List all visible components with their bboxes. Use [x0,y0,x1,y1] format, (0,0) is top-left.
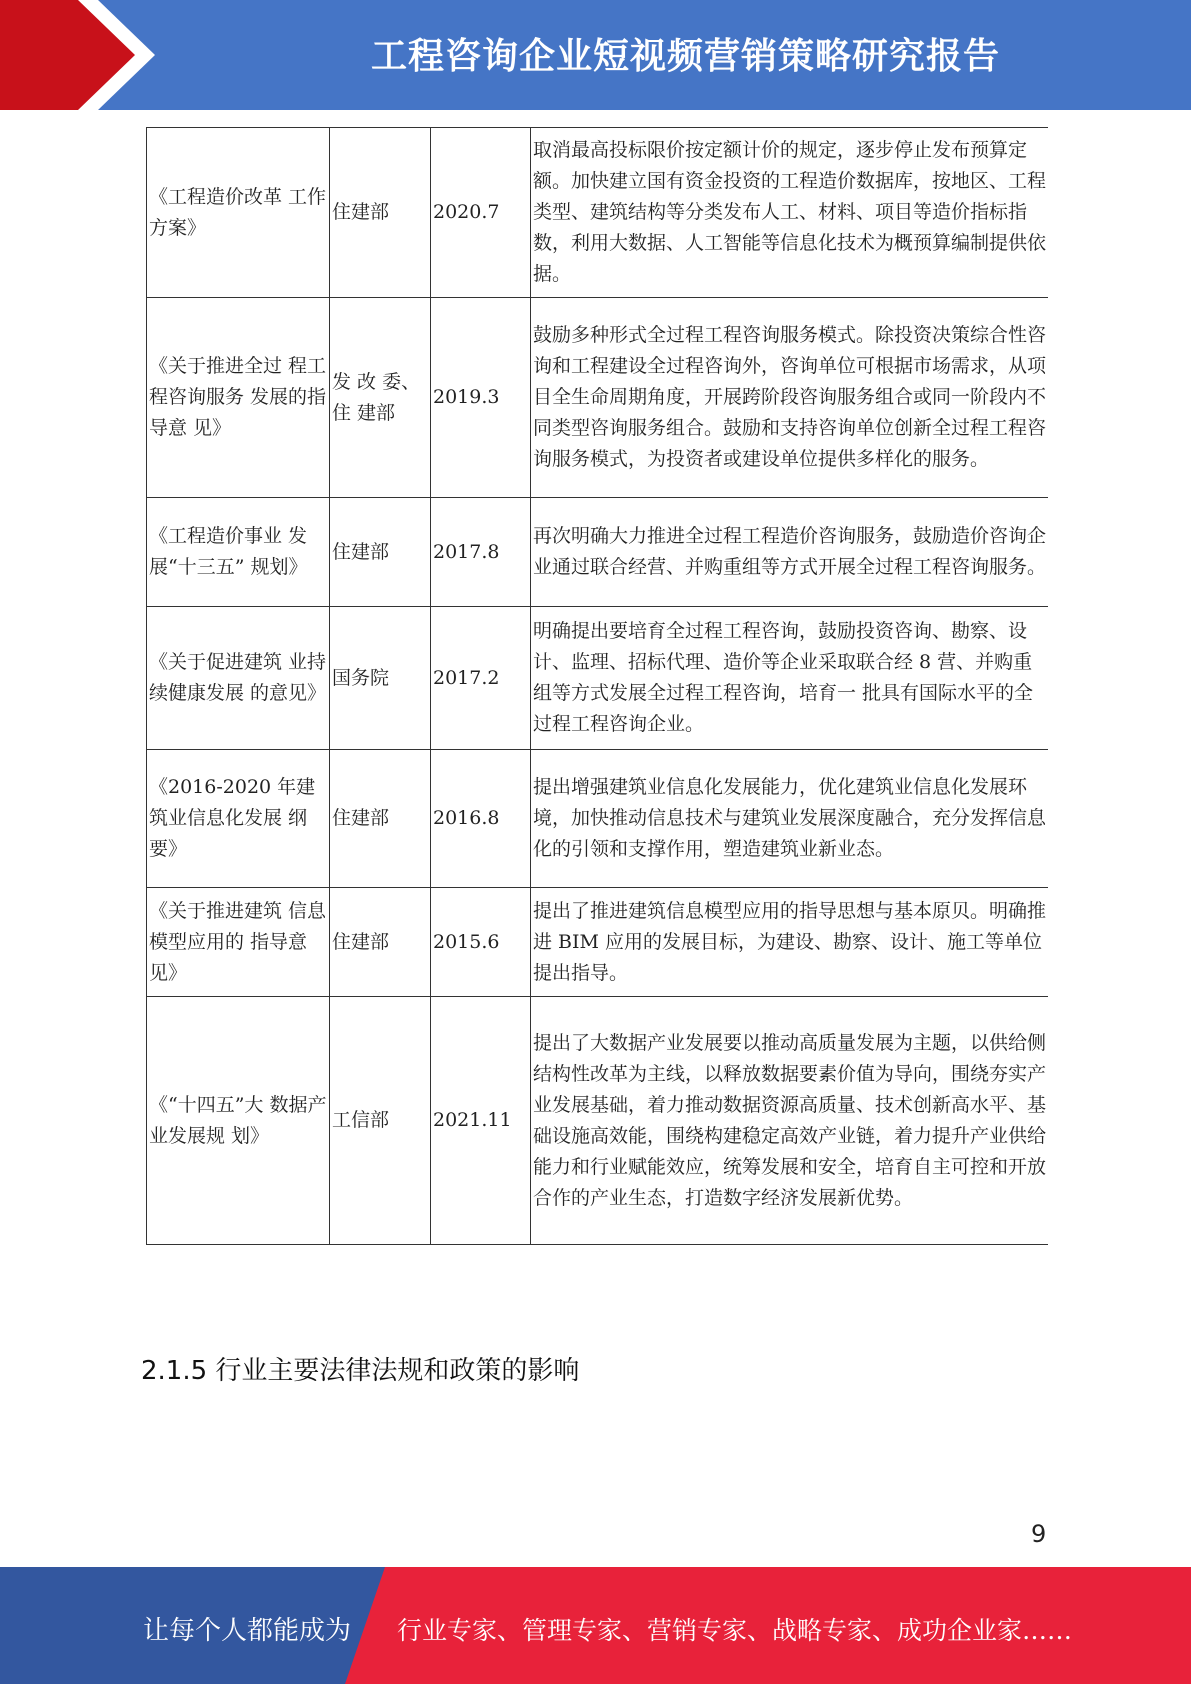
policy-name: 《工程造价改革 工作方案》 [147,128,330,298]
policy-department: 工信部 [330,997,431,1245]
policy-date: 2016.8 [431,750,531,888]
table-row [147,997,1049,1245]
policy-table [146,127,1048,1245]
policy-date: 2015.6 [431,888,531,997]
table-row [147,298,1049,498]
footer-slogan-left: 让每个人都能成为 [143,1616,352,1646]
policy-name: 《关于推进建筑 信息模型应用的 指导意见》 [147,888,330,997]
footer-slogan-right: 行业专家、管理专家、营销专家、战略专家、成功企业家…… [397,1616,1073,1645]
policy-description: 提出增强建筑业信息化发展能力，优化建筑业信息化发展环境，加快推动信息技术与建筑业发展深度融合，充分发挥信息化的引领和支撑作用，塑造建筑业新业态。 [531,750,1049,888]
policy-date: 2017.8 [431,498,531,607]
policy-name: 《2016-2020 年建筑业信息化发展 纲要》 [147,750,330,888]
table-row [147,128,1049,298]
page-number: 9 [1031,1520,1047,1548]
page-header [0,0,1191,110]
policy-department: 住建部 [330,888,431,997]
policy-department: 住建部 [330,128,431,298]
header-red-chevron [0,0,150,110]
page-footer [0,1567,1191,1684]
policy-name: 《关于促进建筑 业持续健康发展 的意见》 [147,607,330,750]
table-row [147,750,1049,888]
policy-description: 提出了大数据产业发展要以推动高质量发展为主题，以供给侧结构性改革为主线，以释放数据要素价值为导向，围绕夯实产业发展基础，着力推动数据资源高质量、技术创新高水平、基础设施高效能，围绕构建稳定高效产业链，着力提升产业供给能力和行业赋能效应，统筹发展和安全，培育自主可控和开放合作的产业生态，打造数字经济发展新优势。 [531,997,1049,1245]
report-title: 工程咨询企业短视频营销策略研究报告 [370,36,1000,77]
table-row [147,498,1049,607]
policy-date: 2021.11 [431,997,531,1245]
policy-name: 《工程造价事业 发展“十三五” 规划》 [147,498,330,607]
policy-description: 鼓励多种形式全过程工程咨询服务模式。除投资决策综合性咨询和工程建设全过程咨询外，咨询单位可根据市场需求，从项目全生命周期角度，开展跨阶段咨询服务组合或同一阶段内不同类型咨询服务组合。鼓励和支持咨询单位创新全过程工程咨询服务模式，为投资者或建设单位提供多样化的服务。 [531,298,1049,498]
policy-name: 《关于推进全过 程工程咨询服务 发展的指导意 见》 [147,298,330,498]
policy-description: 取消最高投标限价按定额计价的规定，逐步停止发布预算定额。加快建立国有资金投资的工程造价数据库，按地区、工程类型、建筑结构等分类发布人工、材料、项目等造价指标指数，利用大数据、人工智能等信息化技术为概预算编制提供依据。 [531,128,1049,298]
table-row [147,607,1049,750]
policy-date: 2019.3 [431,298,531,498]
policy-description: 明确提出要培育全过程工程咨询，鼓励投资咨询、勘察、设计、监理、招标代理、造价等企业采取联合经 8 营、并购重组等方式发展全过程工程咨询，培育一 批具有国际水平的全过程工程咨询企业。 [531,607,1049,750]
section-heading: 2.1.5 行业主要法律法规和政策的影响 [141,1356,580,1386]
policy-name: 《“十四五”大 数据产业发展规 划》 [147,997,330,1245]
table-row [147,888,1049,997]
policy-department: 住建部 [330,498,431,607]
policy-department: 住建部 [330,750,431,888]
policy-department: 发 改 委、住 建部 [330,298,431,498]
policy-date: 2020.7 [431,128,531,298]
policy-department: 国务院 [330,607,431,750]
policy-description: 再次明确大力推进全过程工程造价咨询服务，鼓励造价咨询企业通过联合经营、并购重组等方式开展全过程工程咨询服务。 [531,498,1049,607]
policy-date: 2017.2 [431,607,531,750]
policy-description: 提出了推进建筑信息模型应用的指导思想与基本原贝。明确推进 BIM 应用的发展目标，为建设、勘察、设计、施工等单位提出指导。 [531,888,1049,997]
